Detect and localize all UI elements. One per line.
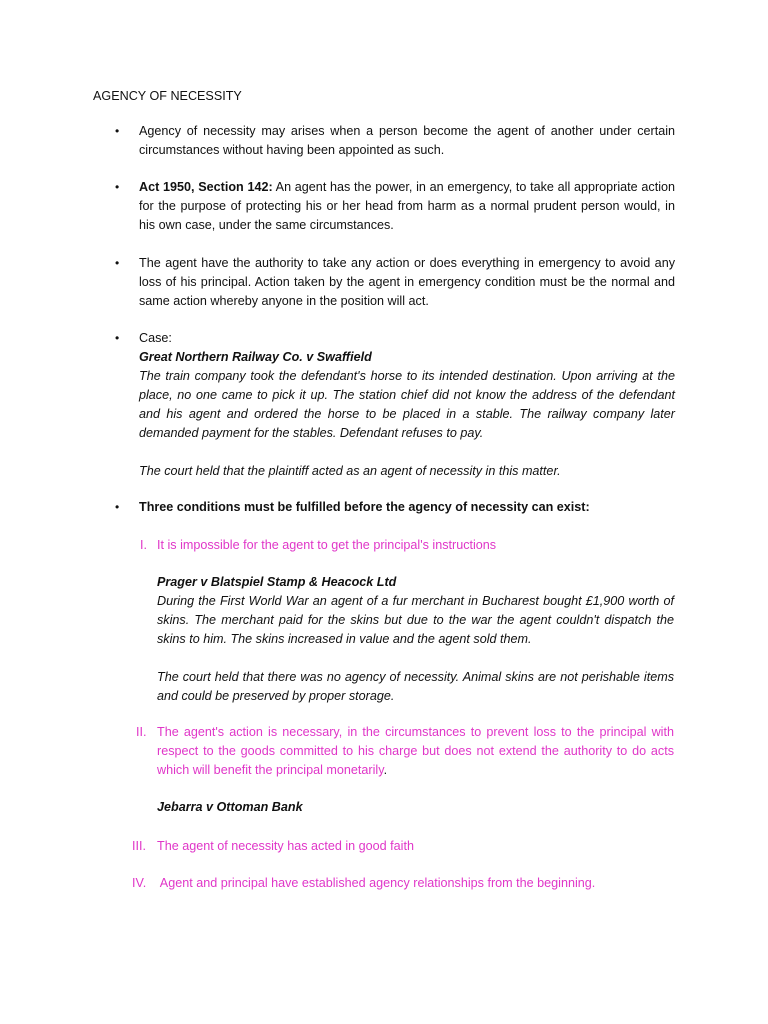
case-bullet xyxy=(115,329,675,481)
condition-item xyxy=(132,723,674,780)
bullet-icon: • xyxy=(115,500,120,514)
condition-number: II. xyxy=(136,725,147,739)
condition-item xyxy=(132,837,674,856)
case-facts: During the First World War an agent of a fur merchant in Bucharest bought £1,900 worth of skins. The merchant paid for the skins but due to the war the agent couldn't dispatch the skins to him. The skins increased in value and the agent sold them. xyxy=(157,594,674,646)
condition-text: It is impossible for the agent to get the principal's instructions xyxy=(157,538,497,552)
case-label: Case: xyxy=(139,331,172,345)
condition-item xyxy=(132,536,674,555)
condition-text: Agent and principal have established agency relationships from the beginning. xyxy=(157,876,596,890)
condition-case-block xyxy=(157,573,674,706)
bullet-item xyxy=(115,498,675,517)
case-held: The court held that the plaintiff acted as an agent of necessity in this matter. xyxy=(139,464,561,478)
bullet-icon: • xyxy=(115,256,120,270)
conditions-intro: Three conditions must be fulfilled before the agency of necessity can exist: xyxy=(139,500,590,514)
bullet-text: The agent have the authority to take any action or does everything in emergency to avoid any loss of his principal. Action taken by the agent in emergency condition must be the normal and same action whereby anyone in the position will act. xyxy=(139,256,675,308)
bullet-icon: • xyxy=(115,124,120,138)
bullet-item xyxy=(115,122,675,160)
bullet-text: Agency of necessity may arises when a person become the agent of another under certain circumstances without having been appointed as such. xyxy=(139,124,675,157)
case-name: Jebarra v Ottoman Bank xyxy=(157,800,303,814)
page-title: AGENCY OF NECESSITY xyxy=(93,89,242,103)
condition-case-block xyxy=(157,798,674,817)
condition-text: The agent of necessity has acted in good faith xyxy=(157,839,414,853)
statute-text: An agent has the power, in an emergency, to take all appropriate action for the purpose of protecting his or her head from harm as a normal prudent person would, in his own case, under the same circumstances. xyxy=(139,180,675,232)
statute-reference: Act 1950, Section 142: xyxy=(139,180,273,194)
condition-number: IV. xyxy=(132,876,147,890)
case-name: Prager v Blatspiel Stamp & Heacock Ltd xyxy=(157,575,397,589)
case-block xyxy=(139,329,675,481)
condition-text-body: The agent's action is necessary, in the circumstances to prevent loss to the principal with respect to the goods committed to his charge but does not extend the authority to do acts which will benefit the principal monetarily xyxy=(157,725,674,777)
case-name: Great Northern Railway Co. v Swaffield xyxy=(139,350,372,364)
bullet-text xyxy=(139,178,675,235)
bullet-item xyxy=(115,178,675,235)
case-held: The court held that there was no agency of necessity. Animal skins are not perishable items and could be preserved by proper storage. xyxy=(157,670,674,703)
case-facts: The train company took the defendant's horse to its intended destination. Upon arriving at the place, no one came to pick it up. The station chief did not know the address of the defendant and his agent and ordered the horse to be placed in a stable. The railway company later demanded payment for the stables. Defendant refuses to pay. xyxy=(139,369,675,440)
condition-text xyxy=(157,723,674,780)
condition-number: III. xyxy=(132,839,146,853)
bullet-item xyxy=(115,254,675,311)
bullet-icon: • xyxy=(115,180,120,194)
condition-item xyxy=(132,874,674,893)
condition-text-period: . xyxy=(383,763,388,777)
bullet-icon: • xyxy=(115,331,120,345)
condition-number: I. xyxy=(140,538,147,552)
